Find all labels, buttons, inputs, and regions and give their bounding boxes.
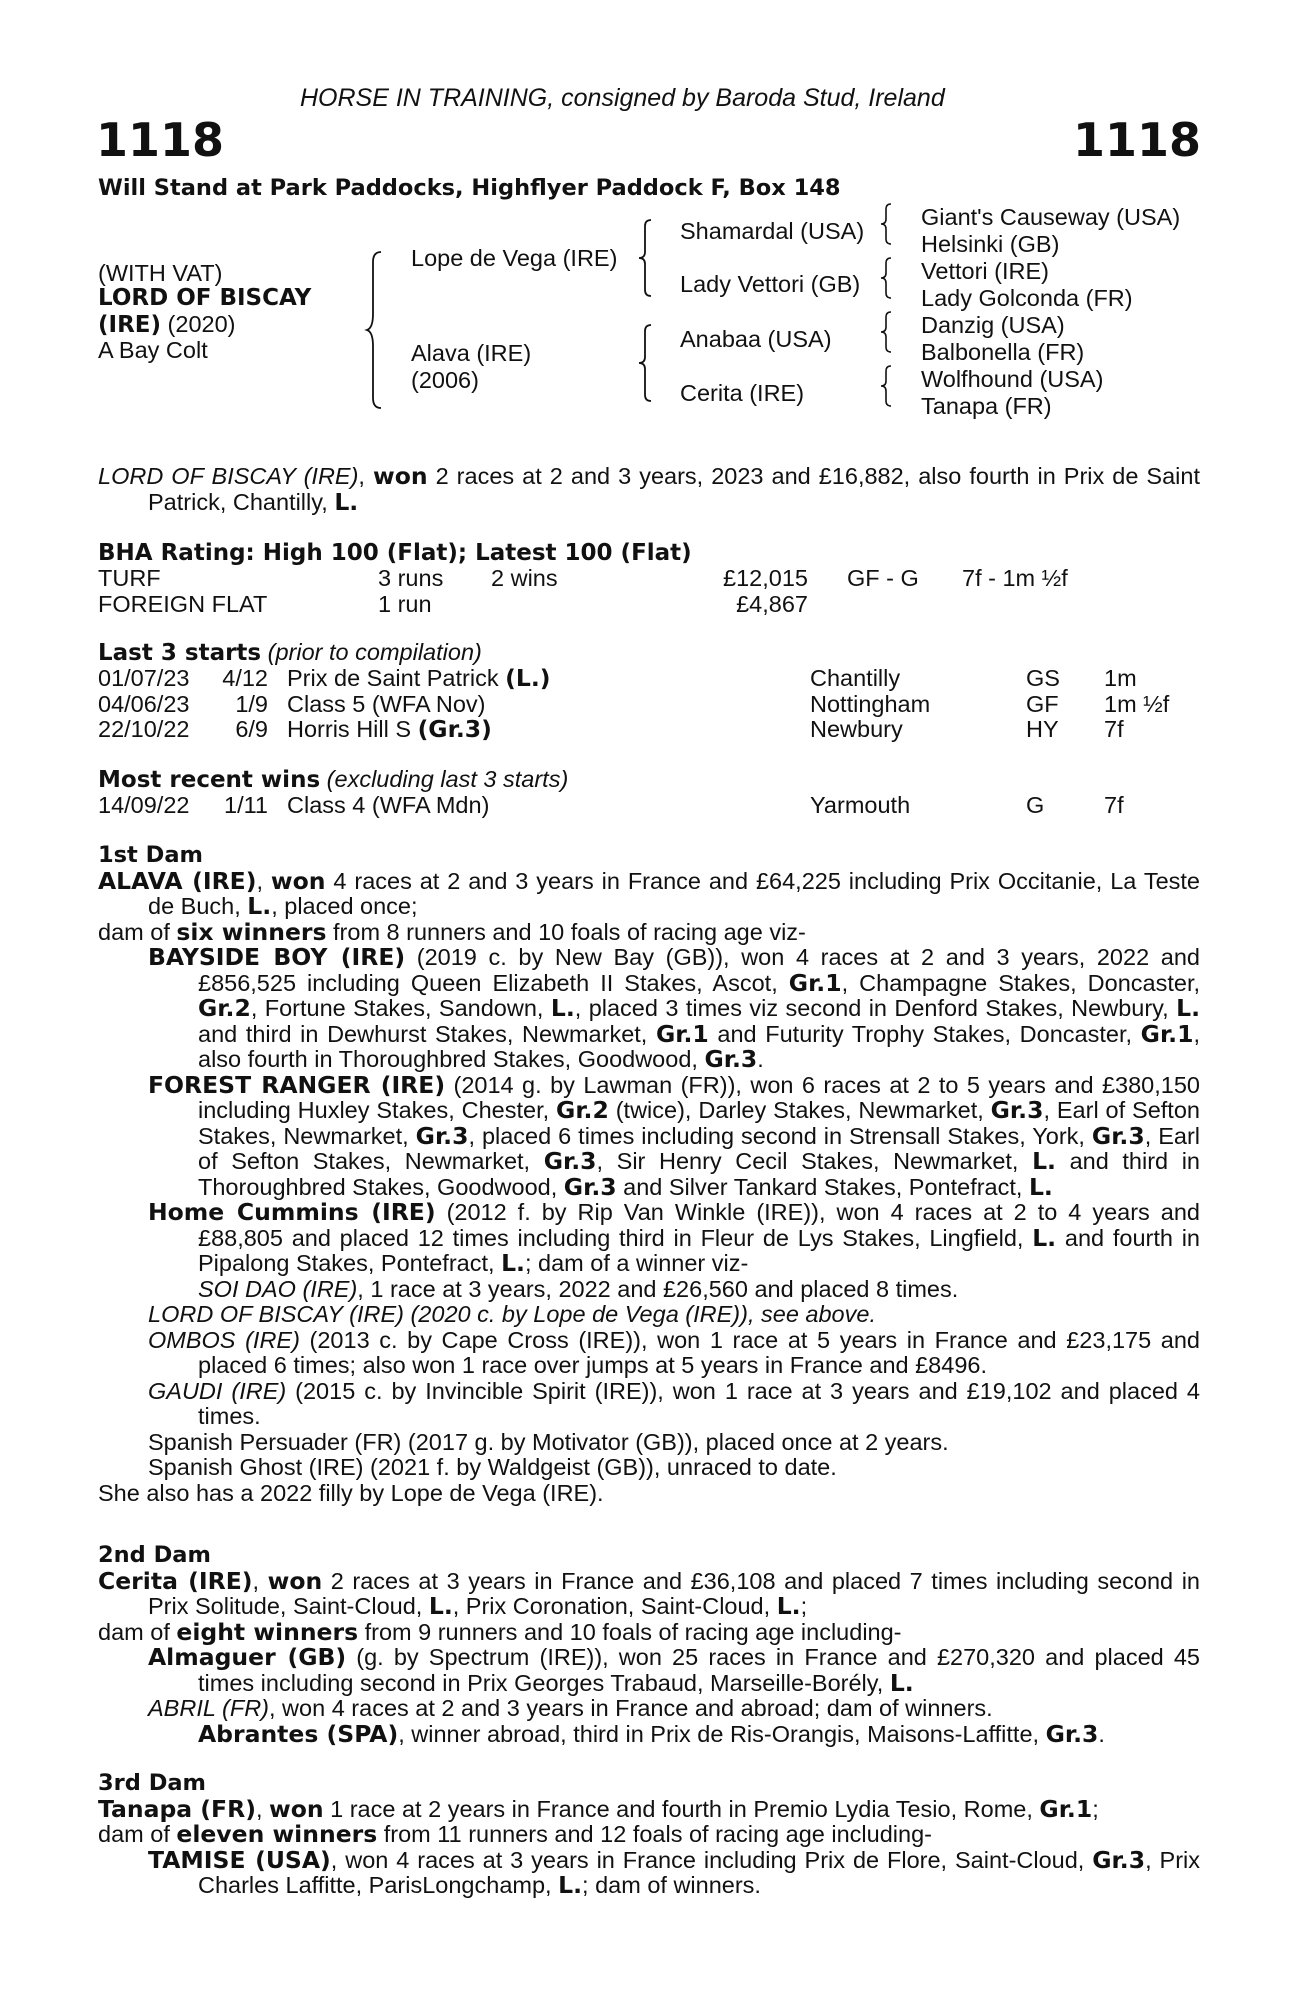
bha-runs: 1 run: [378, 590, 432, 617]
stand-location: Will Stand at Park Paddocks, Highflyer Paddock F, Box 148: [98, 175, 841, 201]
produce-almaguer: Almaguer (GB) (g. by Spectrum (IRE)), won 25 races in France and £270,320 and placed 45 times including second in Prix Georges Trabaud, Marseille-Borély, L.: [148, 1643, 1200, 1697]
produce-home-cummins: Home Cummins (IRE) (2012 f. by Rip Van Winkle (IRE)), won 4 races at 2 to 4 years and £88,805 and placed 12 times including third in Fleur de Lys Stakes, Lingfield, L. and fourth in Pipalong Stakes, Pontefract, L.; dam of a winner viz-: [148, 1198, 1200, 1277]
last3-race: Class 5 (WFA Nov): [287, 690, 486, 717]
recent-heading: [98, 767, 568, 794]
horse-country: (IRE): [98, 312, 162, 338]
consigned-line: HORSE IN TRAINING, consigned by Baroda Stud, Ireland: [300, 84, 945, 112]
bha-prize: £4,867: [736, 590, 808, 617]
pedigree-sire: Lope de Vega (IRE): [411, 245, 618, 271]
summary-text: 2 races at 2 and 3 years, 2023 and £16,882, also fourth in Prix de Saint Patrick, Chantilly,: [148, 463, 1200, 515]
horse-name: LORD OF BISCAY: [98, 285, 312, 311]
bha-type: FOREIGN FLAT: [98, 590, 268, 617]
last3-position: 6/9: [235, 716, 268, 742]
pedigree-ssd: Helsinki (GB): [921, 231, 1060, 257]
pedigree-dds: Wolfhound (USA): [921, 366, 1104, 392]
lot-number-right: 1118: [1072, 113, 1201, 167]
summary-won: won: [372, 462, 428, 490]
recent-title: Most recent wins: [98, 767, 321, 793]
first-dam-name: ALAVA (IRE): [98, 866, 257, 895]
pedigree-dsd: Balbonella (FR): [921, 339, 1085, 365]
last3-date: 22/10/22: [98, 716, 190, 742]
pedigree-brace-dd: [879, 364, 895, 408]
pedigree-brace-dam: [637, 323, 655, 403]
recent-note: (excluding last 3 starts): [320, 766, 569, 792]
last3-distance: 1m ½f: [1104, 690, 1170, 717]
pedigree-ddd: Tanapa (FR): [921, 393, 1052, 419]
bha-wins: 2 wins: [491, 565, 558, 591]
pedigree-dss: Danzig (USA): [921, 312, 1065, 338]
summary-horse-name: LORD OF BISCAY (IRE): [98, 463, 359, 489]
pedigree-sire-sire: Shamardal (USA): [680, 218, 865, 244]
bha-distance: 7f - 1m ½f: [962, 565, 1068, 591]
recent-position: 1/11: [224, 792, 268, 818]
third-dam-produce-summary: dam of eleven winners from 11 runners and 12 foals of racing age including-: [98, 1820, 932, 1848]
produce-abril: ABRIL (FR), won 4 races at 2 and 3 years in France and abroad; dam of winners.: [148, 1695, 993, 1721]
recent-course: Yarmouth: [810, 792, 911, 818]
third-dam-section: [98, 1771, 1200, 1899]
last3-title: Last 3 starts: [98, 640, 262, 666]
pedigree-sss: Giant's Causeway (USA): [921, 204, 1181, 230]
last3-course: Chantilly: [810, 665, 901, 691]
last3-going: GF: [1026, 690, 1059, 717]
produce-tamise: TAMISE (USA), won 4 races at 3 years in France including Prix de Flore, Saint-Cloud, Gr.3, Prix Charles Laffitte, ParisLongchamp, L.; dam of winners.: [148, 1845, 1201, 1899]
last3-race: Prix de Saint Patrick (L.): [287, 664, 551, 692]
produce-abrantes: Abrantes (SPA), winner abroad, third in Prix de Ris-Orangis, Maisons-Laffitte, Gr.3.: [198, 1719, 1105, 1748]
first-dam-record: ALAVA (IRE), won 4 races at 2 and 3 years in France and £64,225 including Prix Occitanie, La Teste de Buch, L., placed once;: [98, 866, 1201, 920]
produce-gaudi: GAUDI (IRE) (2015 c. by Invincible Spirit (IRE)), won 1 race at 3 years and £19,102 and placed 4 times.: [148, 1377, 1200, 1429]
third-dam-record: Tanapa (FR), won 1 race at 2 years in France and fourth in Premio Lydia Tesio, Rome, Gr.1;: [98, 1794, 1099, 1823]
pedigree-sire-dam: Lady Vettori (GB): [680, 271, 861, 297]
bha-prize: £12,015: [723, 565, 808, 591]
last3-going: HY: [1026, 716, 1059, 742]
last3-distance: 7f: [1104, 716, 1124, 742]
bha-going: GF - G: [847, 565, 919, 591]
produce-2022-filly: She also has a 2022 filly by Lope de Vega (IRE).: [98, 1479, 604, 1506]
recent-race: Class 4 (WFA Mdn): [287, 792, 490, 818]
last3-note: (prior to compilation): [261, 639, 482, 665]
last3-course: Newbury: [810, 716, 903, 742]
first-dam-won: won: [270, 866, 326, 895]
pedigree-dam: Alava (IRE): [411, 340, 532, 366]
last3-date: 01/07/23: [98, 665, 190, 691]
last3-going: GS: [1026, 665, 1060, 691]
third-dam-heading: 3rd Dam: [98, 1770, 206, 1796]
recent-date: 14/09/22: [98, 792, 190, 818]
lot-number-left: 1118: [96, 113, 225, 167]
recent-going: G: [1026, 792, 1045, 818]
bha-type: TURF: [98, 565, 161, 591]
second-dam-record: Cerita (IRE), won 2 races at 3 years in France and £36,108 and placed 7 times including second in Prix Solitude, Saint-Cloud, L., Prix Coronation, Saint-Cloud, L.;: [98, 1566, 1200, 1620]
pedigree-brace-sd: [879, 256, 895, 300]
first-dam-heading: 1st Dam: [98, 842, 203, 868]
pedigree-dam-sire: Anabaa (USA): [680, 326, 832, 352]
last3-race: Horris Hill S (Gr.3): [287, 715, 492, 743]
vat-label: (WITH VAT): [98, 260, 223, 286]
summary-listed: L.: [334, 487, 359, 516]
bha-rating-title: BHA Rating: High 100 (Flat); Latest 100 (Flat): [98, 540, 692, 566]
produce-bayside-boy: BAYSIDE BOY (IRE) (2019 c. by New Bay (GB)), won 4 races at 2 and 3 years, 2022 and £856,525 including Queen Elizabeth II Stakes, Ascot, Gr.1, Champagne Stakes, Doncaster, Gr.2, Fortune Stakes, Sandown, L., placed 3 times viz second in Denford Stakes, Newbury, L. and third in Dewhurst Stakes, Newmarket, Gr.1 and Futurity Trophy Stakes, Doncaster, Gr.1, also fourth in Thoroughbred Stakes, Goodwood, Gr.3.: [148, 943, 1201, 1073]
pedigree-dam-dam: Cerita (IRE): [680, 380, 805, 406]
pedigree-sds: Vettori (IRE): [921, 258, 1049, 284]
horse-description: A Bay Colt: [98, 337, 208, 363]
produce-soi-dao: SOI DAO (IRE), 1 race at 3 years, 2022 and £26,560 and placed 8 times.: [198, 1275, 959, 1302]
recent-distance: 7f: [1104, 792, 1124, 818]
second-dam-heading: 2nd Dam: [98, 1542, 211, 1568]
third-dam-name: Tanapa (FR): [98, 1794, 256, 1823]
produce-lord-of-biscay: LORD OF BISCAY (IRE) (2020 c. by Lope de Vega (IRE)), see above.: [148, 1301, 876, 1327]
last3-distance: 1m: [1104, 665, 1137, 691]
first-dam-produce-summary: dam of six winners from 8 runners and 10 foals of racing age viz-: [98, 917, 806, 946]
last3-course: Nottingham: [810, 690, 931, 717]
produce-ombos: OMBOS (IRE) (2013 c. by Cape Cross (IRE)), won 1 race at 5 years in France and £23,175 and placed 6 times; also won 1 race over jumps at 5 years in France and £8496.: [148, 1326, 1200, 1378]
pedigree-dam-year: (2006): [411, 367, 479, 393]
produce-spanish-ghost: Spanish Ghost (IRE) (2021 f. by Waldgeist (GB)), unraced to date.: [148, 1454, 837, 1480]
horse-year: (2020): [161, 311, 236, 337]
first-dam-section: [98, 843, 1200, 1506]
produce-forest-ranger: FOREST RANGER (IRE) (2014 g. by Lawman (FR)), won 6 races at 2 to 5 years and £380,150 including Huxley Stakes, Chester, Gr.2 (twice), Darley Stakes, Newmarket, Gr.3, Earl of Sefton Stakes, Newmarket, Gr.3, placed 6 times including second in Strensall Stakes, York, Gr.3, Earl of Sefton Stakes, Newmarket, Gr.3, Sir Henry Cecil Stakes, Newmarket, L. and third in Thoroughbred Stakes, Goodwood, Gr.3 and Silver Tankard Stakes, Pontefract, L.: [148, 1070, 1201, 1201]
last3-position: 4/12: [222, 665, 268, 691]
pedigree-sdd: Lady Golconda (FR): [921, 285, 1133, 311]
bha-runs: 3 runs: [378, 565, 444, 591]
pedigree-brace-ss: [879, 202, 895, 246]
pedigree-brace-ds: [879, 310, 895, 354]
last3-heading: [98, 640, 482, 667]
second-dam-produce-summary: dam of eight winners from 9 runners and 10 foals of racing age including-: [98, 1617, 902, 1646]
produce-spanish-persuader: Spanish Persuader (FR) (2017 g. by Motivator (GB)), placed once at 2 years.: [148, 1428, 949, 1455]
last3-position: 1/9: [235, 690, 268, 717]
pedigree-brace-main: [365, 250, 385, 410]
pedigree-brace-sire: [637, 218, 655, 298]
last3-date: 04/06/23: [98, 690, 190, 717]
second-dam-section: [98, 1543, 1200, 1747]
horse-name-line2: [98, 312, 235, 339]
second-dam-name: Cerita (IRE): [98, 1566, 253, 1595]
race-summary: LORD OF BISCAY (IRE), won 2 races at 2 and 3 years, 2023 and £16,882, also fourth in Prix de Saint Patrick, Chantilly, L.: [98, 462, 1200, 516]
